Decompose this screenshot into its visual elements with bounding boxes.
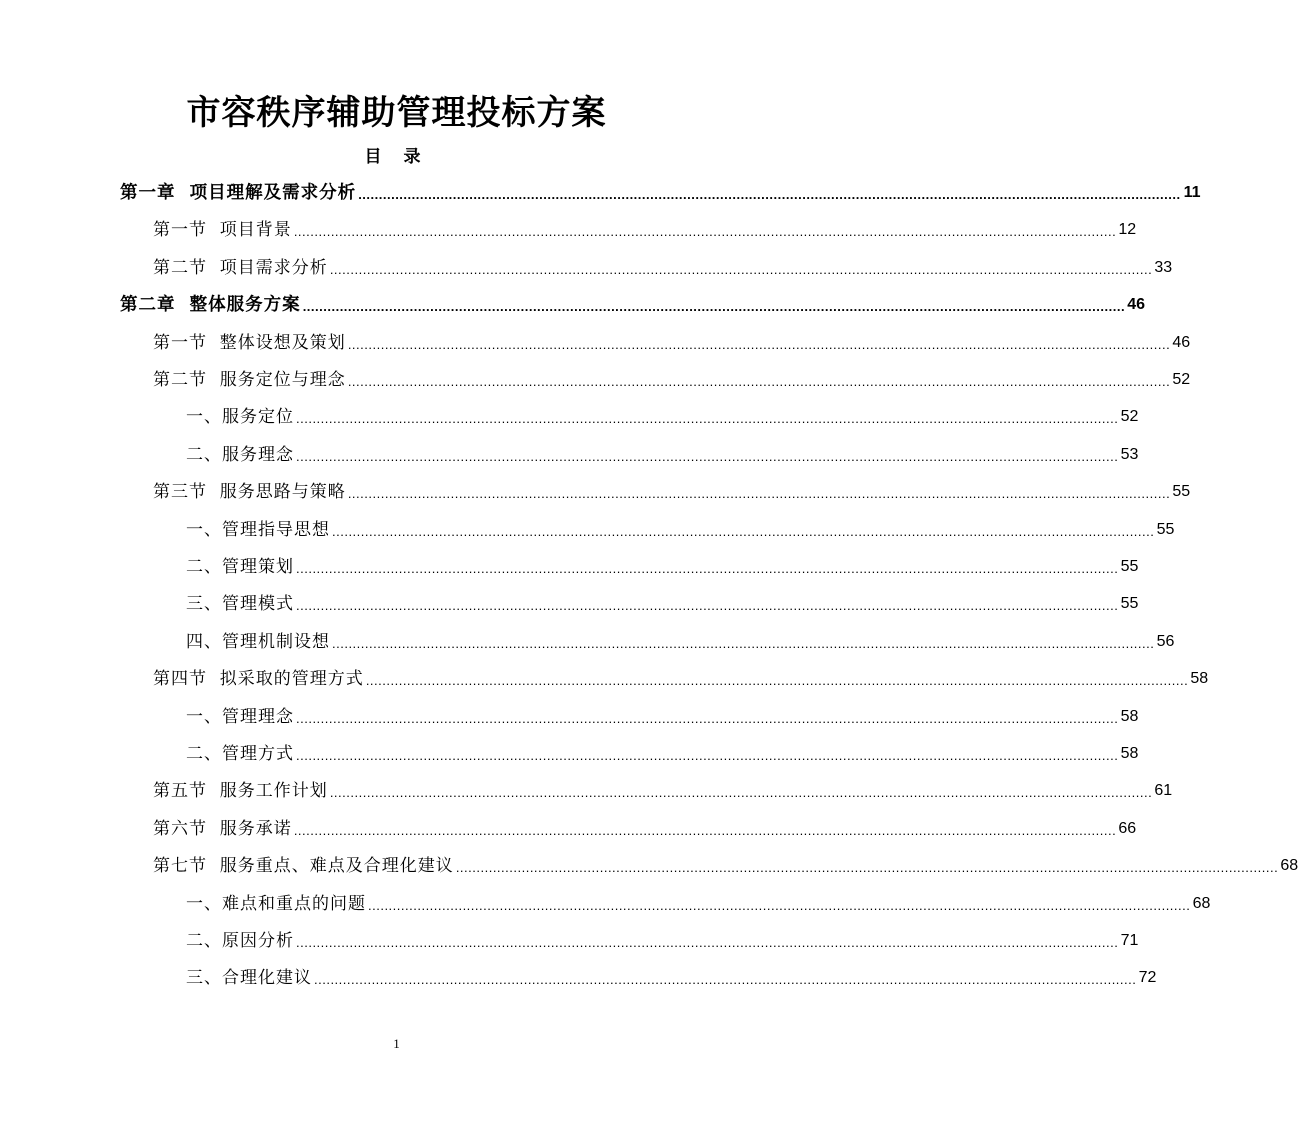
toc-leader-dots: ........................................................................................................................................................................................................: [302, 299, 1126, 314]
toc-entry-label: 第五节 服务工作计划: [153, 781, 328, 801]
toc-entry-page: 66: [1118, 820, 1137, 837]
toc-entry-page: 55: [1120, 595, 1139, 612]
toc-entry-label: 一、管理指导思想: [186, 520, 330, 540]
toc-entry-label: 第二节 服务定位与理念: [153, 370, 346, 390]
toc-heading: 目 录: [364, 147, 429, 167]
toc-entry-page: 46: [1172, 334, 1191, 351]
toc-leader-dots: ........................................................................................................................................................................................................: [358, 187, 1181, 202]
toc-entry[interactable]: [153, 216, 1137, 242]
toc-entry-label: 第一节 项目背景: [153, 220, 292, 240]
toc-entry[interactable]: [186, 703, 1139, 729]
toc-entry-page: 55: [1156, 521, 1175, 538]
toc-entry-label: 二、服务理念: [186, 445, 294, 465]
toc-entry[interactable]: [153, 329, 1191, 355]
toc-entry-page: 61: [1154, 782, 1173, 799]
toc-entry[interactable]: [186, 628, 1175, 654]
toc-entry-label: 二、管理策划: [186, 557, 294, 577]
toc-entry[interactable]: [186, 927, 1139, 953]
toc-leader-dots: ........................................................................................................................................................................................................: [329, 262, 1153, 277]
toc-entry-page: 11: [1183, 184, 1201, 201]
toc-leader-dots: ........................................................................................................................................................................................................: [332, 524, 1155, 539]
toc-entry-label: 三、合理化建议: [186, 968, 312, 988]
toc-leader-dots: ........................................................................................................................................................................................................: [296, 449, 1119, 464]
toc-entry-page: 55: [1120, 558, 1139, 575]
toc-entry[interactable]: [153, 254, 1173, 280]
toc-entry-label: 一、服务定位: [186, 407, 294, 427]
toc-entry-page: 71: [1120, 932, 1139, 949]
toc-entry-label: 一、管理理念: [186, 707, 294, 727]
toc-leader-dots: ........................................................................................................................................................................................................: [296, 411, 1119, 426]
toc-leader-dots: ........................................................................................................................................................................................................: [347, 337, 1171, 352]
toc-entry-label: 第一节 整体设想及策划: [153, 333, 346, 353]
toc-leader-dots: ........................................................................................................................................................................................................: [455, 860, 1279, 875]
toc-leader-dots: ........................................................................................................................................................................................................: [293, 823, 1117, 838]
toc-entry[interactable]: [153, 366, 1191, 392]
toc-entry-label: 三、管理模式: [186, 594, 294, 614]
toc-entry[interactable]: [120, 291, 1146, 317]
toc-entry[interactable]: [186, 740, 1139, 766]
toc-entry-page: 56: [1156, 633, 1175, 650]
toc-leader-dots: ........................................................................................................................................................................................................: [314, 972, 1137, 987]
toc-entry-page: 53: [1120, 446, 1139, 463]
toc-leader-dots: ........................................................................................................................................................................................................: [365, 673, 1189, 688]
toc-entry-label: 第二章 整体服务方案: [120, 295, 301, 315]
toc-entry[interactable]: [153, 665, 1209, 691]
toc-leader-dots: ........................................................................................................................................................................................................: [293, 224, 1117, 239]
toc-entry-label: 第二节 项目需求分析: [153, 258, 328, 278]
toc-leader-dots: ........................................................................................................................................................................................................: [347, 374, 1171, 389]
toc-entry[interactable]: [153, 478, 1191, 504]
toc-entry-page: 68: [1280, 857, 1298, 874]
toc-entry[interactable]: [153, 852, 1298, 878]
toc-entry[interactable]: [186, 516, 1175, 542]
toc-entry-label: 第六节 服务承诺: [153, 819, 292, 839]
toc-entry-page: 46: [1127, 296, 1146, 313]
toc-leader-dots: ........................................................................................................................................................................................................: [347, 486, 1171, 501]
toc-entry-page: 33: [1154, 259, 1173, 276]
toc-leader-dots: ........................................................................................................................................................................................................: [296, 748, 1119, 763]
toc-leader-dots: ........................................................................................................................................................................................................: [296, 711, 1119, 726]
toc-entry[interactable]: [153, 777, 1173, 803]
toc-entry-page: 12: [1118, 221, 1137, 238]
toc-entry-label: 第一章 项目理解及需求分析: [120, 183, 357, 203]
toc-entry[interactable]: [186, 590, 1139, 616]
toc-entry-page: 58: [1190, 670, 1209, 687]
toc-entry[interactable]: [153, 815, 1137, 841]
toc-entry-label: 二、管理方式: [186, 744, 294, 764]
toc-entry[interactable]: [186, 553, 1139, 579]
toc-entry-label: 一、难点和重点的问题: [186, 894, 366, 914]
toc-entry[interactable]: [186, 403, 1139, 429]
toc-entry[interactable]: [186, 890, 1211, 916]
toc-entry-page: 52: [1120, 408, 1139, 425]
toc-entry-page: 52: [1172, 371, 1191, 388]
toc-entry-page: 55: [1172, 483, 1191, 500]
toc-entry-page: 58: [1120, 708, 1139, 725]
page-number: 1: [393, 1036, 400, 1051]
toc-entry-label: 二、原因分析: [186, 931, 294, 951]
toc-entry-page: 68: [1192, 895, 1211, 912]
toc-entry-label: 第三节 服务思路与策略: [153, 482, 346, 502]
toc-leader-dots: ........................................................................................................................................................................................................: [296, 935, 1119, 950]
toc-entry[interactable]: [186, 441, 1139, 467]
toc-leader-dots: ........................................................................................................................................................................................................: [332, 636, 1155, 651]
document-title: 市容秩序辅助管理投标方案: [186, 93, 607, 133]
toc-leader-dots: ........................................................................................................................................................................................................: [368, 898, 1191, 913]
toc-entry-label: 第四节 拟采取的管理方式: [153, 669, 364, 689]
toc-entry[interactable]: [186, 964, 1157, 990]
toc-entry-page: 58: [1120, 745, 1139, 762]
toc-leader-dots: ........................................................................................................................................................................................................: [329, 785, 1153, 800]
toc-leader-dots: ........................................................................................................................................................................................................: [296, 561, 1119, 576]
toc-leader-dots: ........................................................................................................................................................................................................: [296, 598, 1119, 613]
toc-entry-label: 第七节 服务重点、难点及合理化建议: [153, 856, 454, 876]
toc-entry-label: 四、管理机制设想: [186, 632, 330, 652]
toc-entry-page: 72: [1138, 969, 1157, 986]
toc-entry[interactable]: [120, 179, 1201, 205]
